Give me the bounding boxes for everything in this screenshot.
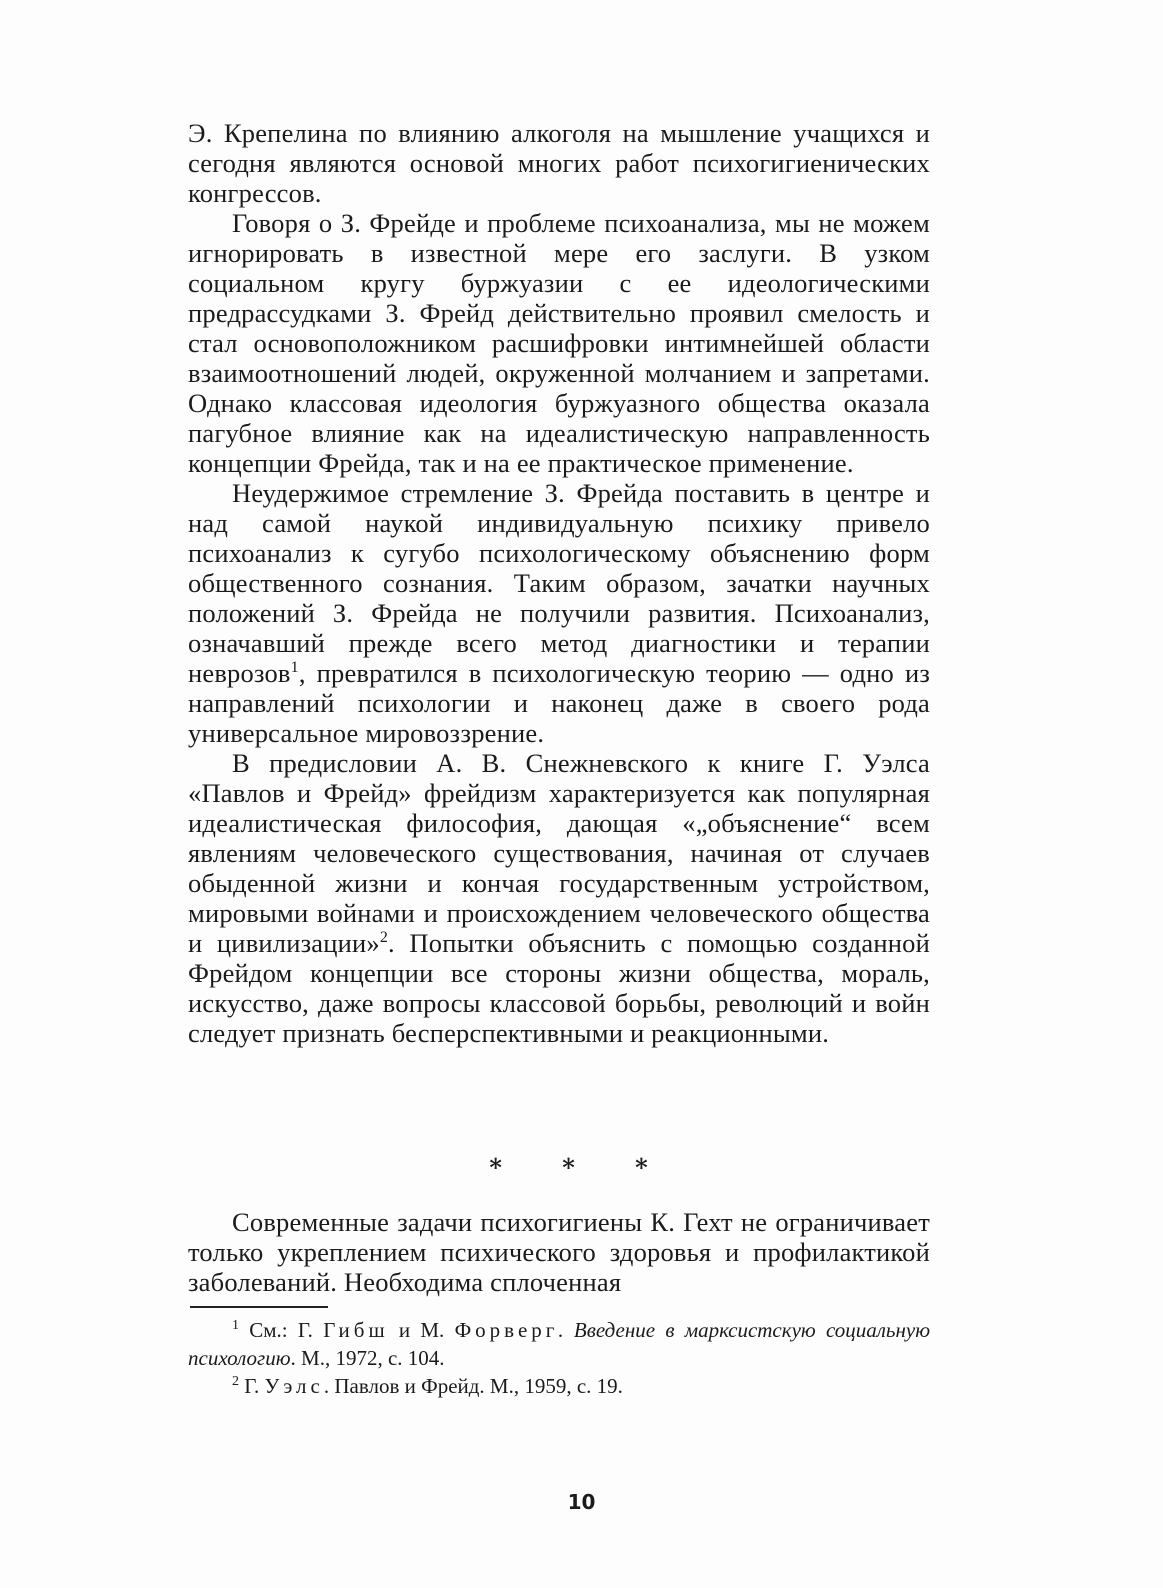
paragraph-5: Современные задачи психогигиены К. Гехт не ограничивает только укреплением психического здоровья и профилактикой заболеваний. Необходима сплоченная: [188, 1207, 930, 1297]
footnote-1-author-2: Форверг: [454, 1318, 559, 1342]
footnote-divider: [190, 1306, 328, 1308]
paragraph-3-text-a: Неудержимое стремление З. Фрейда поставить в центре и над самой наукой индивидуальную психику привело психоанализ к сугубо психологическому объяснению форм общественного сознания. Таким образом, зачатки научных положений З. Фрейда не получили развития. Психоанализ, означавший прежде всего метод диагностики и терапии неврозов: [188, 478, 930, 688]
footnote-1-author-1: Гибш: [323, 1318, 389, 1342]
footnote-1: [188, 1316, 930, 1372]
footnote-2-author: Уэлс: [264, 1374, 324, 1398]
footnotes: [188, 1316, 930, 1400]
footnote-2-number: 2: [232, 1374, 239, 1389]
footnote-ref-2: 2: [379, 929, 389, 946]
page-number: 10: [567, 1490, 596, 1514]
paragraph-4-text-b: . Попытки объяснить с помощью созданной Фрейдом концепции все стороны жизни общества, мораль, искусство, даже вопросы классовой борьбы, революций и войн следует признать бесперспективными и реакционными.: [188, 928, 930, 1048]
continuation-text: [188, 1207, 930, 1297]
footnote-1-tail: . М., 1972, с. 104.: [290, 1346, 445, 1370]
footnote-2-lead: Г.: [244, 1374, 265, 1398]
paragraph-1: Э. Крепелина по влиянию алкоголя на мышление учащихся и сегодня являются основой многих работ психогигиенических конгрессов.: [188, 118, 930, 208]
section-separator: * * *: [489, 1153, 674, 1182]
paragraph-4-text-a: В предисловии А. В. Снежневского к книге Г. Уэлса «Павлов и Фрейд» фрейдизм характеризуется как популярная идеалистическая философия, дающая «„объяснение“ всем явлениям человеческого существования, начиная от случаев обыденной жизни и кончая государственным устройством, мировыми войнами и происхождением человеческого общества и цивилизации»: [188, 748, 930, 958]
footnote-1-mid: и М.: [388, 1318, 455, 1342]
paragraph-3: [188, 478, 930, 748]
footnote-ref-1: 1: [290, 659, 299, 676]
footnote-2-tail: . Павлов и Фрейд. М., 1959, с. 19.: [323, 1374, 623, 1398]
paragraph-3-text-b: , превратился в психологическую теорию — одно из направлений психологии и наконец даже в своего рода универсальное мировоззрение.: [188, 658, 930, 748]
main-text: [188, 118, 930, 1048]
footnote-1-title: . Введение в марксистскую социальную психологию: [188, 1318, 931, 1370]
footnote-1-number: 1: [232, 1318, 239, 1333]
paragraph-2: Говоря о З. Фрейде и проблеме психоанализа, мы не можем игнорировать в известной мере его заслуги. В узком социальном кругу буржуазии с ее идеологическими предрассудками З. Фрейд действительно проявил смелость и стал основоположником расшифровки интимнейшей области взаимоотношений людей, окруженной молчанием и запретами. Однако классовая идеология буржуазного общества оказала пагубное влияние как на идеалистическую направленность концепции Фрейда, так и на ее практическое применение.: [188, 208, 930, 478]
footnote-1-lead: См.: Г.: [249, 1318, 324, 1342]
footnote-2: [188, 1372, 930, 1400]
paragraph-4: [188, 748, 930, 1048]
